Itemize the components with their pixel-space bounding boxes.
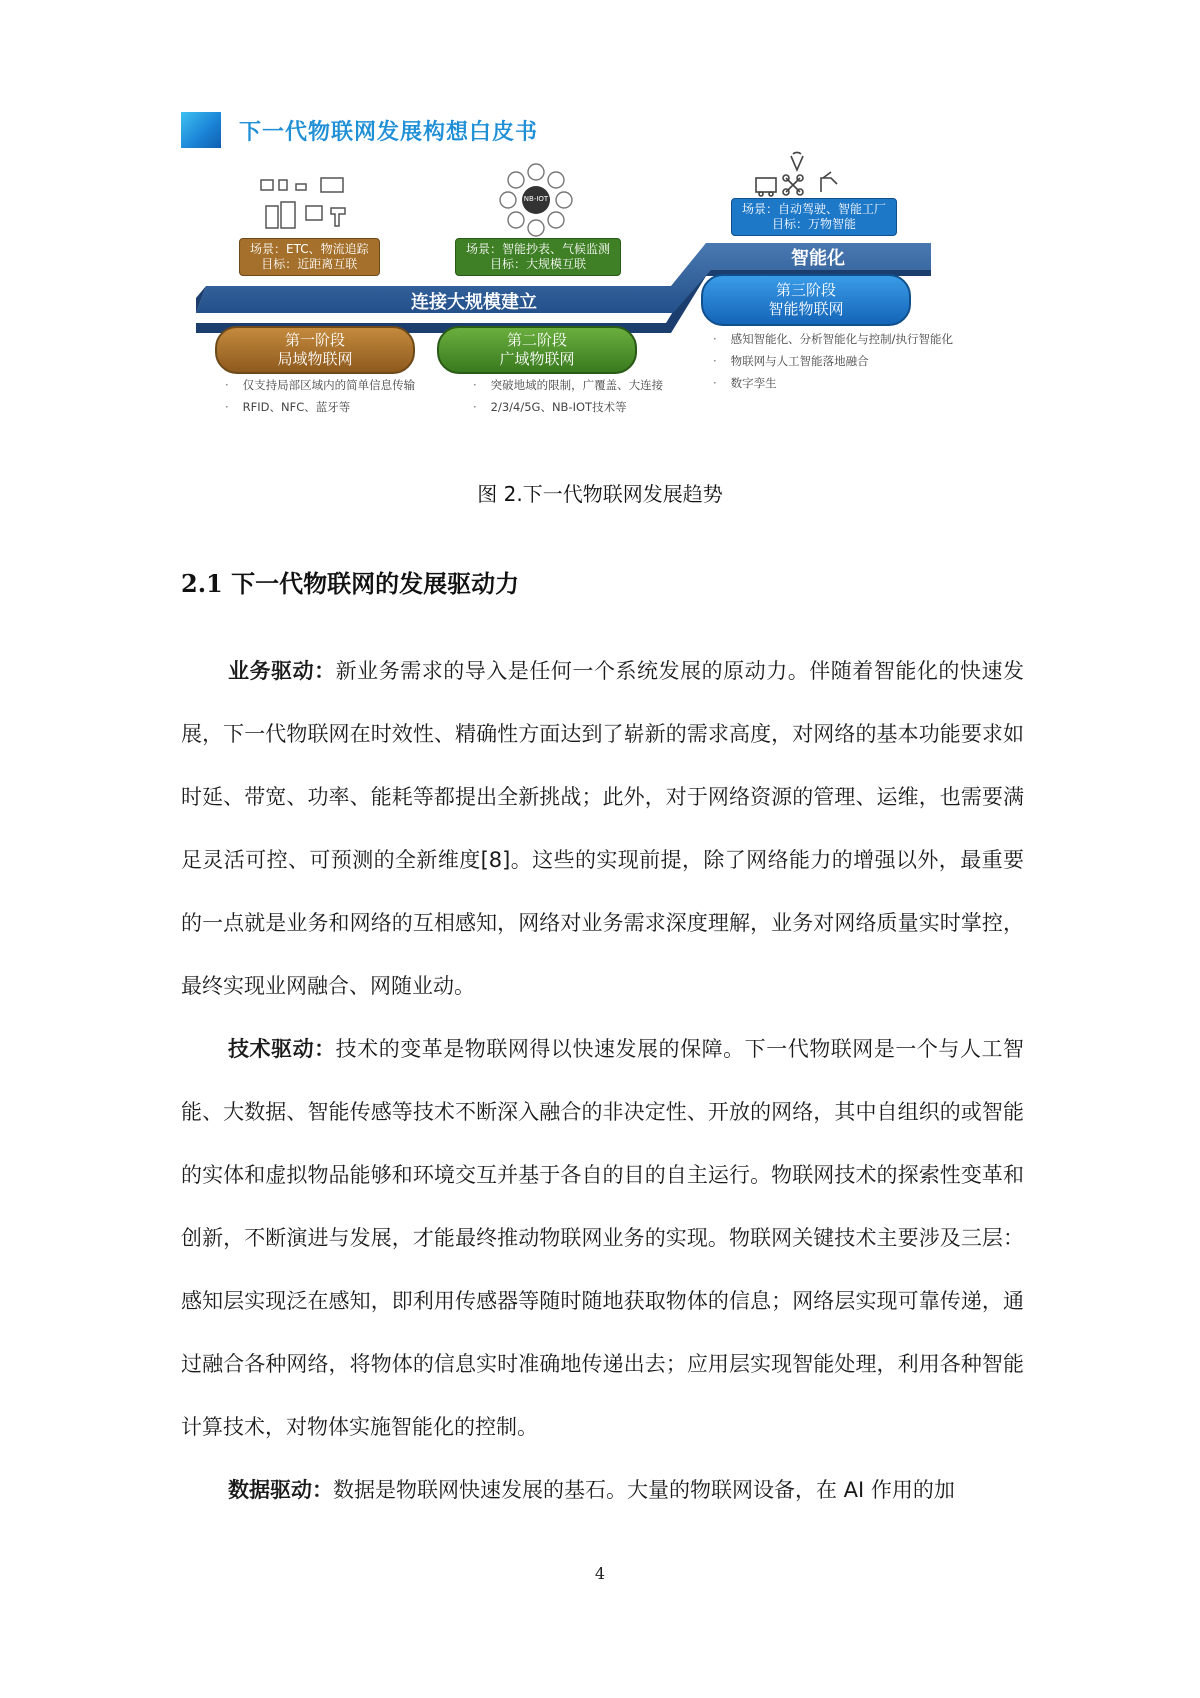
stage1-pill [215,326,415,374]
stage2-bullet: · 2/3/4/5G、NB-IOT技术等 [473,396,663,418]
iot-trend-figure [181,148,1021,460]
stage3-bullet: · 物联网与人工智能落地融合 [713,350,953,372]
stage1-bullet: · 仅支持局部区域内的简单信息传输 [225,374,415,396]
paragraph-lead: 技术驱动： [228,1037,336,1061]
stage2-bullet: · 突破地域的限制，广覆盖、大连接 [473,374,663,396]
stage3-scene-box [731,198,897,236]
stage2-scene: 场景：智能抄表、气候监测 [466,242,611,256]
stage2-scene-box [455,238,621,276]
stage1-bullet: · RFID、NFC、蓝牙等 [225,396,415,418]
paragraph-lead: 数据驱动： [228,1478,333,1502]
stage2-name: 第二阶段 [506,331,567,349]
page-number: 4 [594,1564,606,1583]
stage3-bullet: · 感知智能化、分析智能化与控制/执行智能化 [713,328,953,350]
ribbon-right-label: 智能化 [791,248,845,269]
stage3-device-icons [756,152,837,196]
stage3-name: 第三阶段 [775,281,836,299]
stage2-goal: 目标：大规模互联 [490,257,587,271]
ribbon-main-label: 连接大规模建立 [411,292,537,313]
stage3-subname: 智能物联网 [768,300,844,318]
stage3-goal: 目标：万物智能 [772,217,857,231]
stage1-scene-box [239,238,380,276]
stage1-device-icons [261,178,345,228]
paragraph-data [181,1459,1024,1522]
stage2-bullets [473,374,663,418]
stage1-name: 第一阶段 [284,331,345,349]
stage3-scene: 场景：自动驾驶、智能工厂 [742,202,887,216]
paragraph-text: 技术的变革是物联网得以快速发展的保障。下一代物联网是一个与人工智能、大数据、智能传感等技术不断深入融合的非决定性、开放的网络，其中自组织的或智能的实体和虚拟物品能够和环境交互并基于各自的目的自主运行。物联网技术的探索性变革和创新，不断演进与发展，才能最终推动物联网业务的实现。物联网关键技术主要涉及三层：感知层实现泛在感知，即利用传感器等随时随地获取物体的信息；网络层实现可靠传递，通过融合各种网络，将物体的信息实时准确地传递出去；应用层实现智能处理，利用各种智能计算技术，对物体实施智能化的控制。 [181,1037,1024,1439]
header-logo-block [181,112,221,148]
section-heading: 2.1 下一代物联网的发展驱动力 [181,569,520,598]
stage1-bullets [225,374,415,418]
figure-caption: 图 2.下一代物联网发展趋势 [477,482,723,506]
header-title: 下一代物联网发展构想白皮书 [239,119,539,145]
body-text [181,640,1024,1522]
paragraph-text: 数据是物联网快速发展的基石。大量的物联网设备，在 AI 作用的加 [333,1478,955,1502]
stage2-center-label: NB-IOT [523,195,549,203]
paragraph-business [181,640,1024,1018]
paragraph-text: 新业务需求的导入是任何一个系统发展的原动力。伴随着智能化的快速发展，下一代物联网在时效性、精确性方面达到了崭新的需求高度，对网络的基本功能要求如时延、带宽、功率、能耗等都提出全新挑战；此外，对于网络资源的管理、运维，也需要满足灵活可控、可预测的全新维度[8]。这些的实现前提，除了网络能力的增强以外，最重要的一点就是业务和网络的互相感知，网络对业务需求深度理解，业务对网络质量实时掌控，最终实现业网融合、网随业动。 [181,659,1024,998]
stage3-bullet: · 数字孪生 [713,372,953,394]
document-header [181,112,538,148]
stage1-scene: 场景：ETC、物流追踪 [250,242,369,256]
stage1-goal: 目标：近距离互联 [261,257,358,271]
stage2-pill [437,326,637,374]
stage3-bullets [713,328,953,394]
stage3-pill [701,274,911,326]
paragraph-technology [181,1018,1024,1459]
stage2-subname: 广域物联网 [499,350,575,368]
stage1-subname: 局域物联网 [277,350,353,368]
paragraph-lead: 业务驱动： [228,659,336,683]
